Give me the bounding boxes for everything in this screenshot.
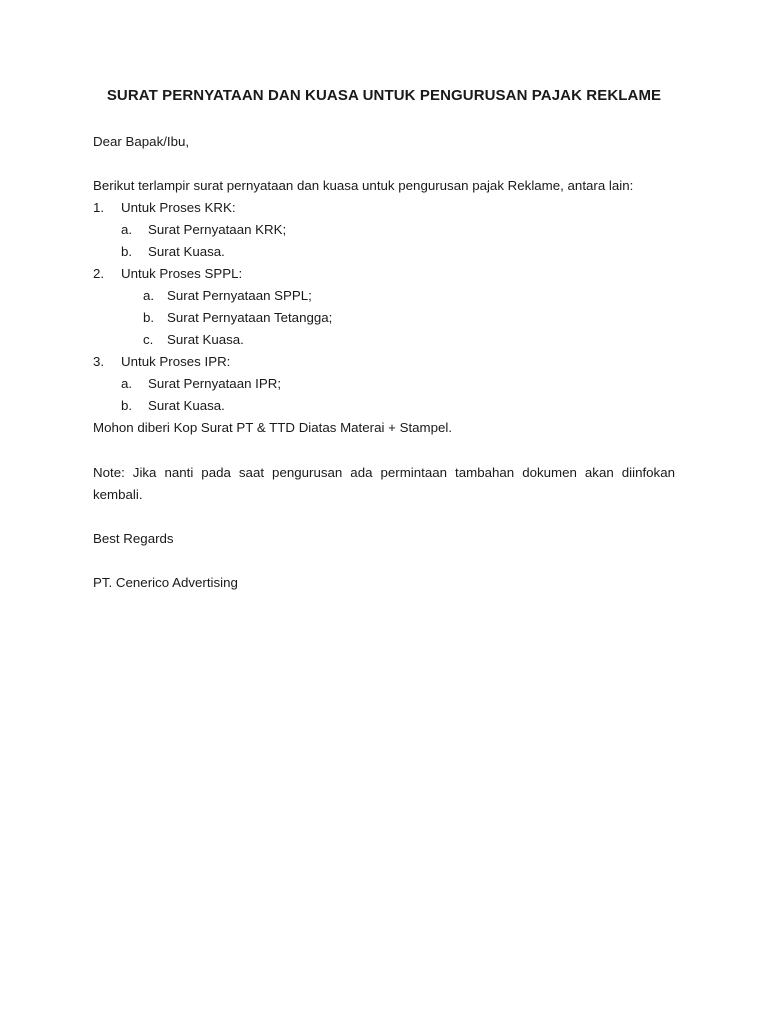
- sublist-marker: c.: [143, 332, 154, 347]
- sublist-text: Surat Kuasa.: [167, 332, 244, 347]
- closing: Best Regards: [93, 531, 174, 546]
- document-title: SURAT PERNYATAAN DAN KUASA UNTUK PENGURUSAN PAJAK REKLAME: [106, 87, 662, 104]
- greeting: Dear Bapak/Ibu,: [93, 134, 190, 149]
- sublist-marker: b.: [121, 398, 133, 413]
- list-label: Untuk Proses KRK:: [121, 200, 236, 215]
- sublist-text: Surat Pernyataan IPR;: [148, 376, 282, 391]
- signature: PT. Cenerico Advertising: [93, 575, 238, 590]
- sublist-text: Surat Pernyataan KRK;: [148, 222, 287, 237]
- sublist-marker: a.: [143, 288, 155, 303]
- sublist-marker: b.: [143, 310, 155, 325]
- intro-paragraph: Berikut terlampir surat pernyataan dan kuasa untuk pengurusan pajak Reklame, antara lain:: [93, 178, 634, 193]
- sublist-marker: a.: [121, 376, 133, 391]
- request-paragraph: Mohon diberi Kop Surat PT & TTD Diatas Materai + Stampel.: [93, 420, 453, 435]
- note-paragraph-line1: Note: Jika nanti pada saat pengurusan ada permintaan tambahan dokumen akan diinfokan: [93, 465, 675, 480]
- sublist-text: Surat Kuasa.: [148, 244, 225, 259]
- list-label: Untuk Proses IPR:: [121, 354, 231, 369]
- sublist-marker: a.: [121, 222, 133, 237]
- sublist-text: Surat Kuasa.: [148, 398, 225, 413]
- sublist-text: Surat Pernyataan SPPL;: [167, 288, 312, 303]
- list-number: 2.: [93, 266, 105, 281]
- note-paragraph-line2: kembali.: [93, 487, 143, 502]
- list-label: Untuk Proses SPPL:: [121, 266, 243, 281]
- sublist-marker: b.: [121, 244, 133, 259]
- list-number: 1.: [93, 200, 105, 215]
- sublist-text: Surat Pernyataan Tetangga;: [167, 310, 333, 325]
- list-number: 3.: [93, 354, 105, 369]
